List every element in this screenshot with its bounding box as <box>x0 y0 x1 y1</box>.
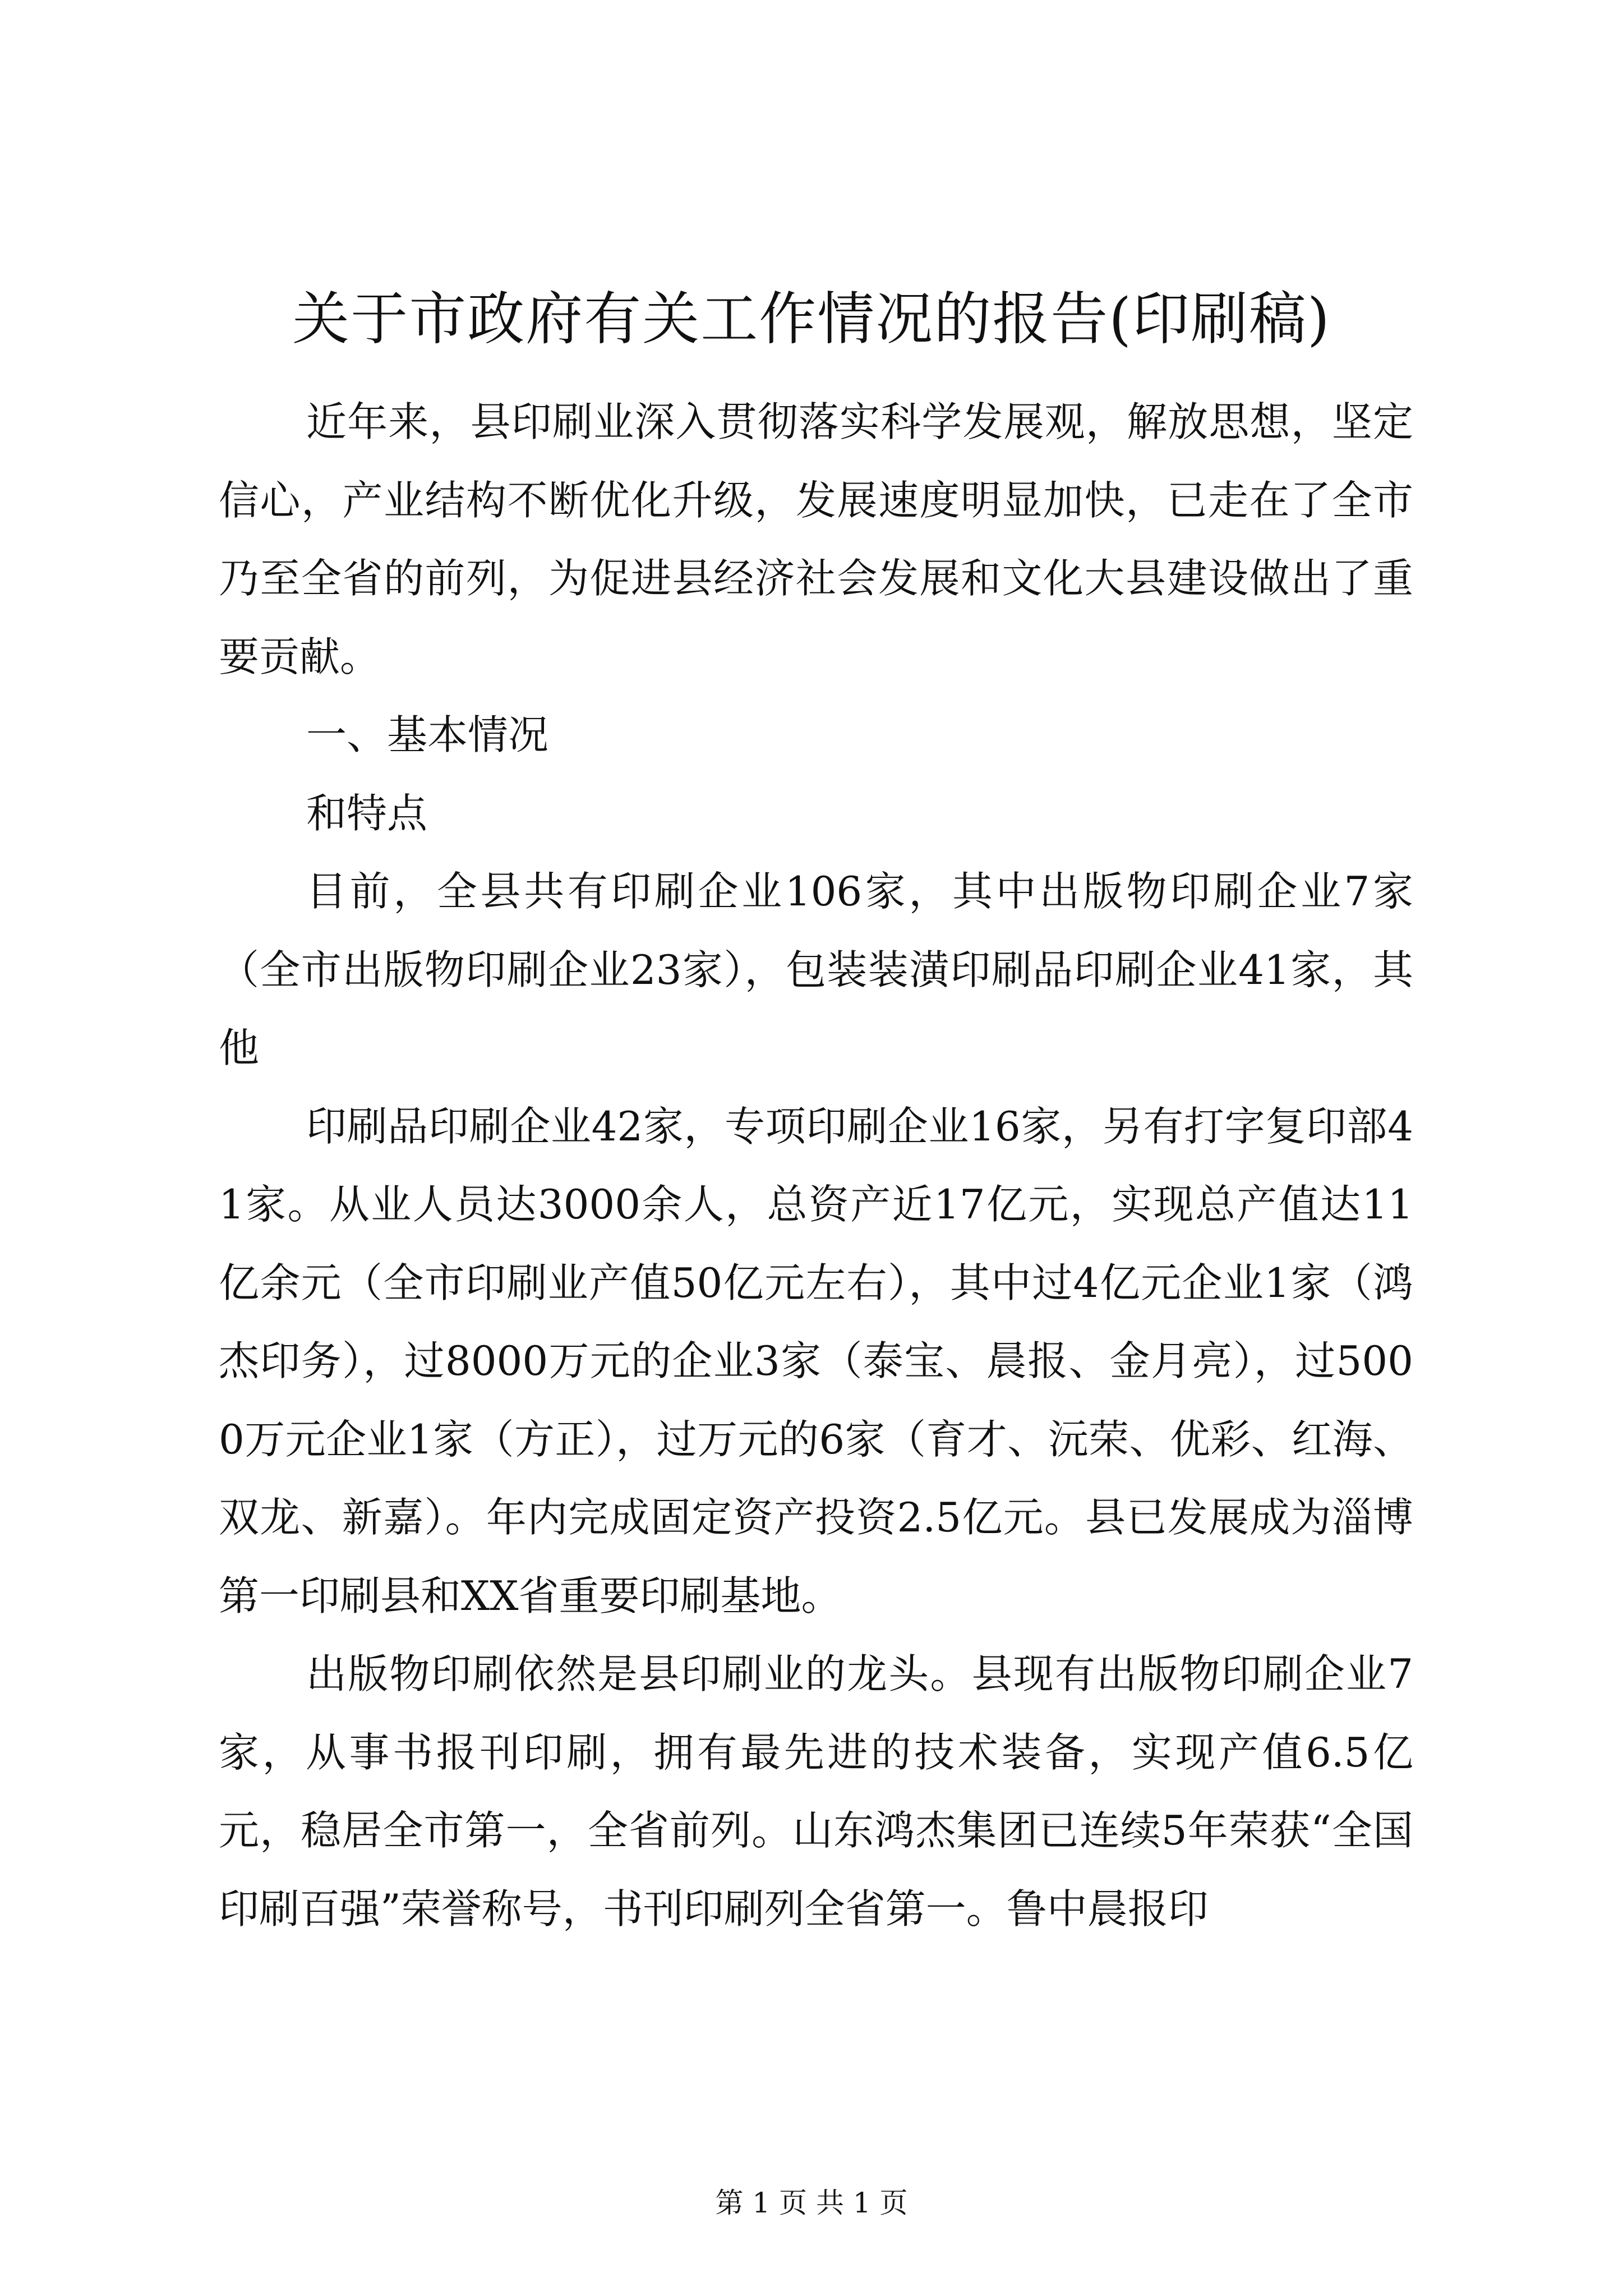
document-title: 关于市政府有关工作情况的报告(印刷稿) <box>292 286 1331 353</box>
paragraph: 目前，全县共有印刷企业106家，其中出版物印刷企业7家（全市出版物印刷企业23家），包装装潢印刷品印刷企业41家，其他 <box>219 868 1413 1071</box>
page-footer: 第 1 页 共 1 页 <box>715 2187 908 2219</box>
section-heading: 一、基本情况 <box>306 711 549 758</box>
paragraph: 印刷品印刷企业42家，专项印刷企业16家，另有打字复印部41家。从业人员达3000余人，总资产近17亿元，实现总产值达11亿余元（全市印刷业产值50亿元左右），其中过4亿元企业1家（鸿杰印务），过8000万元的企业3家（泰宝、晨报、金月亮），过5000万元企业1家（方正），过万元的6家（育才、沅荣、优彩、红海、双龙、新嘉）。年内完成固定资产投资2.5亿元。县已发展成为淄博第一印刷县和XX省重要印刷基地。 <box>219 1102 1413 1619</box>
paragraph: 和特点 <box>306 789 428 837</box>
paragraph: 出版物印刷依然是县印刷业的龙头。县现有出版物印刷企业7家，从事书报刊印刷，拥有最先进的技术装备，实现产值6.5亿元，稳居全市第一，全省前列。山东鸿杰集团已连续5年荣获“全国印刷百强”荣誉称号，书刊印刷列全省第一。鲁中晨报印 <box>219 1650 1413 1932</box>
paragraph: 近年来，县印刷业深入贯彻落实科学发展观，解放思想，坚定信心，产业结构不断优化升级，发展速度明显加快，已走在了全市乃至全省的前列，为促进县经济社会发展和文化大县建设做出了重要贡献。 <box>219 398 1413 680</box>
document-body <box>219 383 1413 1948</box>
